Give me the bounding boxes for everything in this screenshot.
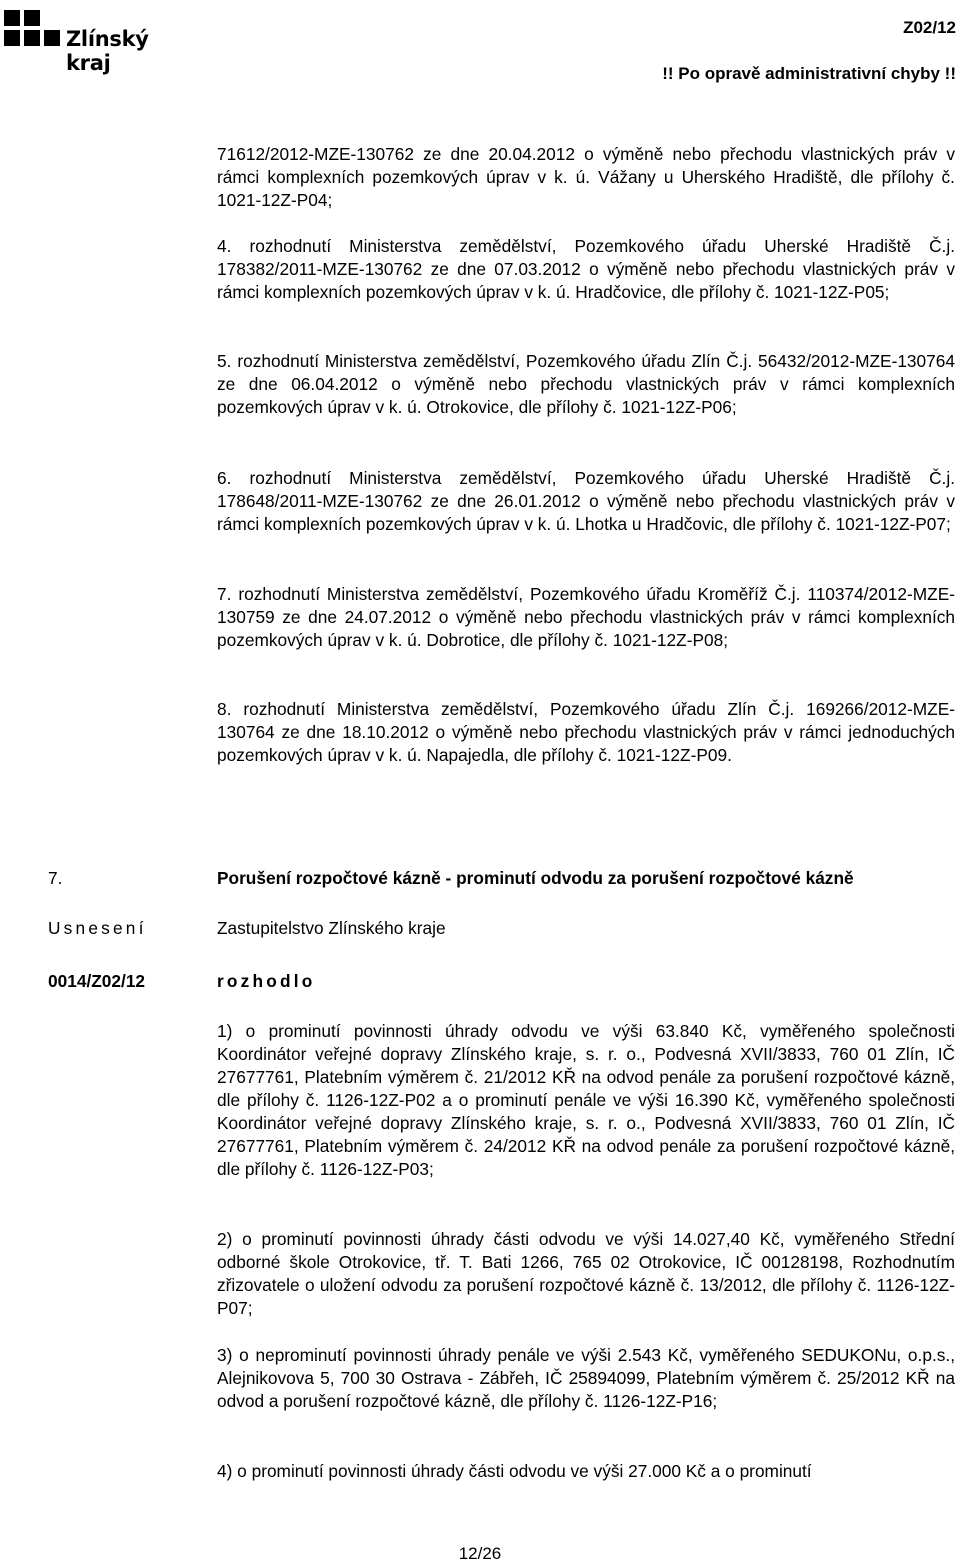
list-item: 5. rozhodnutí Ministerstva zemědělství, Pozemkového úřadu Zlín Č.j. 56432/2012-MZE-130764 ze dne 06.04.2012 o výměně nebo přechodu vlastnických práv v rámci komplexních pozemkových úprav v k. ú. Otrokovice, dle přílohy č. 1021-12Z-P06; <box>217 351 955 417</box>
list-item: 8. rozhodnutí Ministerstva zemědělství, Pozemkového úřadu Zlín Č.j. 169266/2012-MZE-130764 ze dne 18.10.2012 o výměně nebo přechodu vlastnických práv v rámci jednoduchých pozemkových úprav v k. ú. Napajedla, dle přílohy č. 1021-12Z-P09. <box>217 699 955 765</box>
document-code: Z02/12 <box>903 18 956 37</box>
correction-note: !! Po opravě administrativní chyby !! <box>662 64 956 83</box>
page-number: 12/26 <box>458 1544 502 1563</box>
list-item: 4. rozhodnutí Ministerstva zemědělství, Pozemkového úřadu Uherské Hradiště Č.j. 178382/2011-MZE-130762 ze dne 07.03.2012 o výměně nebo přechodu vlastnických práv v rámci komplexních pozemkových úprav v k. ú. Hradčovice, dle přílohy č. 1021-12Z-P05; <box>217 236 955 302</box>
logo-squares-icon <box>0 4 60 50</box>
resolution-point: 4) o prominutí povinnosti úhrady části odvodu ve výši 27.000 Kč a o prominutí <box>217 1461 812 1481</box>
council-name: Zastupitelstvo Zlínského kraje <box>217 918 446 938</box>
resolution-id: 0014/Z02/12 <box>48 971 146 991</box>
section-title: Porušení rozpočtové kázně - prominutí odvodu za porušení rozpočtové kázně <box>217 868 854 888</box>
resolution-point: 3) o neprominutí povinnosti úhrady penále ve výši 2.543 Kč, vyměřeného SEDUKONu, o.p.s., Alejnikovova 5, 700 30 Ostrava - Zábřeh, IČ 25894099, Platebním výměrem č. 25/2012 KŘ na odvod a porušení rozpočtové kázně, dle přílohy č. 1126-12Z-P16; <box>217 1345 955 1411</box>
list-item: 71612/2012-MZE-130762 ze dne 20.04.2012 o výměně nebo přechodu vlastnických práv v rámci komplexních pozemkových úprav v k. ú. Vážany u Uherského Hradiště, dle přílohy č. 1021-12Z-P04; <box>217 144 955 210</box>
decision-verb: rozhodlo <box>217 971 316 991</box>
zlinsky-kraj-logo <box>0 0 190 75</box>
list-item: 6. rozhodnutí Ministerstva zemědělství, Pozemkového úřadu Uherské Hradiště Č.j. 178648/2011-MZE-130762 ze dne 26.01.2012 o výměně nebo přechodu vlastnických práv v rámci komplexních pozemkových úprav v k. ú. Lhotka u Hradčovic, dle přílohy č. 1021-12Z-P07; <box>217 468 955 534</box>
section-number: 7. <box>48 868 63 888</box>
logo-text: Zlínský kraj <box>66 27 149 75</box>
list-item: 7. rozhodnutí Ministerstva zemědělství, Pozemkového úřadu Kroměříž Č.j. 110374/2012-MZE-130759 ze dne 24.07.2012 o výměně nebo přechodu vlastnických práv v rámci komplexních pozemkových úprav v k. ú. Dobrotice, dle přílohy č. 1021-12Z-P08; <box>217 584 955 650</box>
resolution-point: 1) o prominutí povinnosti úhrady odvodu ve výši 63.840 Kč, vyměřeného společnosti Koordinátor veřejné dopravy Zlínského kraje, s. r. o., Podvesná XVII/3833, 760 01 Zlín, IČ 27677761, Platebním výměrem č. 21/2012 KŘ na odvod penále za porušení rozpočtové kázně, dle přílohy č. 1126-12Z-P02 a o prominutí penále ve výši 16.390 Kč, vyměřeného společnosti Koordinátor veřejné dopravy Zlínského kraje, s. r. o., Podvesná XVII/3833, 760 01 Zlín, IČ 27677761, Platebním výměrem č. 24/2012 KŘ na odvod penále za porušení rozpočtové kázně, dle přílohy č. 1126-12Z-P03; <box>217 1021 955 1179</box>
resolution-point: 2) o prominutí povinnosti úhrady části odvodu ve výši 14.027,40 Kč, vyměřeného Střední odborné škole Otrokovice, tř. T. Bati 1266, 765 02 Otrokovice, IČ 00128198, Rozhodnutím zřizovatele o uložení odvodu za porušení rozpočtové kázně č. 13/2012, dle přílohy č. 1126-12Z-P07; <box>217 1229 955 1318</box>
resolution-label: Usnesení <box>48 918 147 938</box>
